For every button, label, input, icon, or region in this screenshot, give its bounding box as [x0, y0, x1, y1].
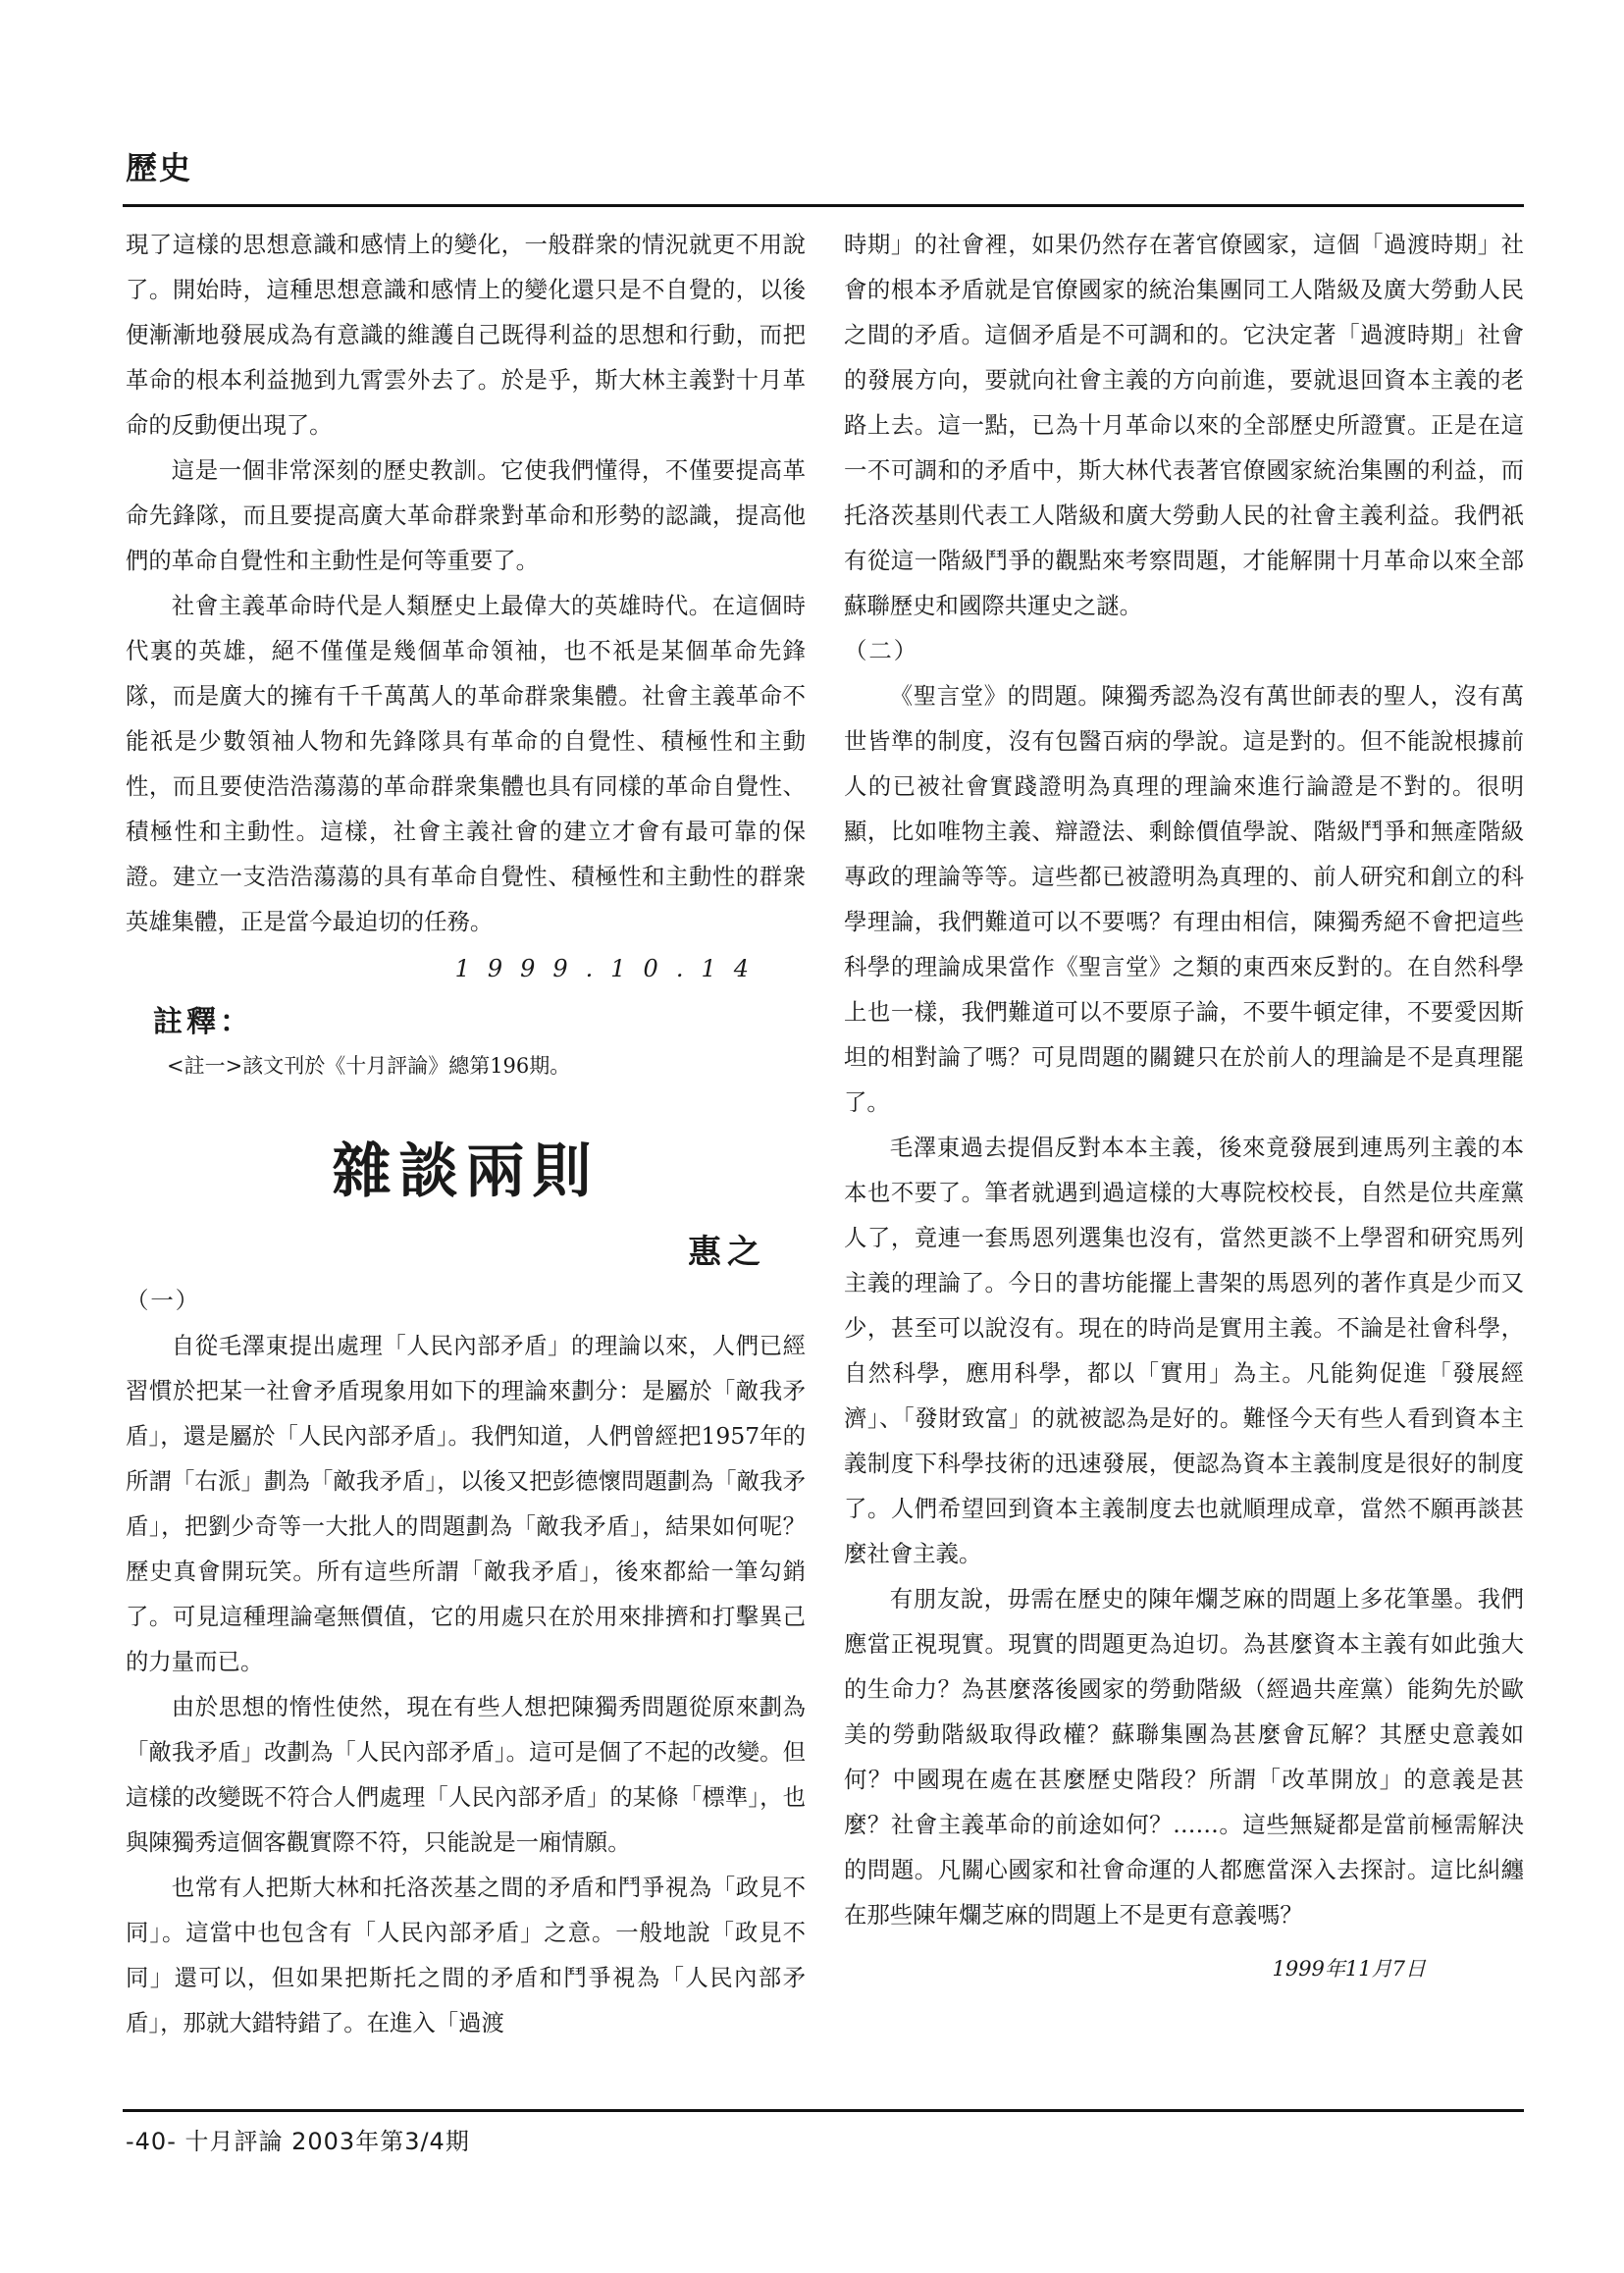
- paragraph: 毛澤東過去提倡反對本本主義，後來竟發展到連馬列主義的本本也不要了。筆者就遇到過這樣的大專院校校長，自然是位共産黨人了，竟連一套馬恩列選集也沒有，當然更談不上學習和研究馬列主義的理論了。今日的書坊能擺上書架的馬恩列的著作真是少而又少，甚至可以說沒有。現在的時尚是實用主義。不論是社會科學，自然科學，應用科學，都以「實用」為主。凡能夠促進「發展經濟」、「發財致富」的就被認為是好的。難怪今天有些人看到資本主義制度下科學技術的迅速發展，便認為資本主義制度是很好的制度了。人們希望回到資本主義制度去也就順理成章，當然不願再談甚麼社會主義。: [844, 1134, 1524, 1567]
- paragraph: 現了這樣的思想意識和感情上的變化，一般群衆的情況就更不用說了。開始時，這種思想意識和感情上的變化還只是不自覺的，以後便漸漸地發展成為有意識的維護自己既得利益的思想和行動，而把革命的根本利益拋到九霄雲外去了。於是乎，斯大林主義對十月革命的反動便出現了。: [126, 231, 806, 439]
- part-heading: （二）: [844, 637, 919, 664]
- second-article-date: 1999年11月7日: [1272, 1957, 1426, 1981]
- bottom-rule: [123, 2109, 1524, 2112]
- left-column: [126, 222, 806, 2096]
- paragraph: 自從毛澤東提出處理「人民內部矛盾」的理論以來，人們已經習慣於把某一社會矛盾現象用如下的理論來劃分：是屬於「敵我矛盾」，還是屬於「人民內部矛盾」。我們知道，人們曾經把1957年的所謂「右派」劃為「敵我矛盾」，以後又把彭德懷問題劃為「敵我矛盾」，把劉少奇等一大批人的問題劃為「敵我矛盾」，結果如何呢？歷史真會開玩笑。所有這些所謂「敵我矛盾」，後來都給一筆勾銷了。可見這種理論毫無價值，它的用處只在於用來排擠和打擊異己的力量而已。: [126, 1332, 806, 1675]
- paragraph-continued: 時期」的社會裡，如果仍然存在著官僚國家，這個「過渡時期」社會的根本矛盾就是官僚國家的統治集團同工人階級及廣大勞動人民之間的矛盾。這個矛盾是不可調和的。它決定著「過渡時期」社會的發展方向，要就向社會主義的方向前進，要就退回資本主義的老路上去。這一點，已為十月革命以來的全部歷史所證實。正是在這一不可調和的矛盾中，斯大林代表著官僚國家統治集團的利益，而托洛茨基則代表工人階級和廣大勞動人民的社會主義利益。我們祇有從這一階級鬥爭的觀點來考察問題，才能解開十月革命以來全部蘇聯歷史和國際共運史之謎。: [844, 231, 1524, 619]
- paragraph: 由於思想的惰性使然，現在有些人想把陳獨秀問題從原來劃為「敵我矛盾」改劃為「人民內部矛盾」。這可是個了不起的改變。但這樣的改變既不符合人們處理「人民內部矛盾」的某條「標準」，也與陳獨秀這個客觀實際不符，只能說是一廂情願。: [126, 1693, 806, 1856]
- part-heading: （一）: [126, 1287, 201, 1314]
- author-name: 惠之: [688, 1233, 766, 1272]
- footnote: <註一>該文刊於《十月評論》總第196期。: [167, 1054, 571, 1078]
- paragraph: 這是一個非常深刻的歷史教訓。它使我們懂得，不僅要提高革命先鋒隊，而且要提高廣大革命群衆對革命和形勢的認識，提高他們的革命自覺性和主動性是何等重要了。: [126, 456, 806, 574]
- top-rule: [123, 204, 1524, 207]
- paragraph: 社會主義革命時代是人類歷史上最偉大的英雄時代。在這個時代裏的英雄，絕不僅僅是幾個革命領袖，也不祇是某個革命先鋒隊，而是廣大的擁有千千萬萬人的革命群衆集體。社會主義革命不能祇是少數領袖人物和先鋒隊具有革命的自覺性、積極性和主動性，而且要使浩浩蕩蕩的革命群衆集體也具有同樣的革命自覺性、積極性和主動性。這樣，社會主義社會的建立才會有最可靠的保證。建立一支浩浩蕩蕩的具有革命自覺性、積極性和主動性的群衆英雄集體，正是當今最迫切的任務。: [126, 592, 806, 935]
- paragraph: 有朋友說，毋需在歷史的陳年爛芝麻的問題上多花筆墨。我們應當正視現實。現實的問題更為迫切。為甚麼資本主義有如此強大的生命力？為甚麼落後國家的勞動階級（經過共産黨）能夠先於歐美的勞動階級取得政權？蘇聯集團為甚麼會瓦解？其歷史意義如何？中國現在處在甚麼歷史階段？所謂「改革開放」的意義是甚麼？社會主義革命的前途如何？……。這些無疑都是當前極需解決的問題。凡關心國家和社會命運的人都應當深入去探討。這比糾纏在那些陳年爛芝麻的問題上不是更有意義嗎？: [844, 1585, 1524, 1929]
- notes-heading: 註釋：: [153, 1005, 253, 1039]
- section-label: 歷史: [126, 149, 193, 186]
- paragraph: 《聖言堂》的問題。陳獨秀認為沒有萬世師表的聖人，沒有萬世皆準的制度，沒有包醫百病的學說。這是對的。但不能說根據前人的已被社會實踐證明為真理的理論來進行論證是不對的。很明顯，比如唯物主義、辯證法、剩餘價值學說、階級鬥爭和無產階級專政的理論等等。這些都已被證明為真理的、前人研究和創立的科學理論，我們難道可以不要嗎？有理由相信，陳獨秀絕不會把這些科學的理論成果當作《聖言堂》之類的東西來反對的。在自然科學上也一樣，我們難道可以不要原子論，不要牛頓定律，不要愛因斯坦的相對論了嗎？可見問題的關鍵只在於前人的理論是不是真理罷了。: [844, 682, 1524, 1116]
- article-title: 雜談兩則: [332, 1137, 600, 1206]
- right-column: [844, 222, 1524, 2096]
- paragraph: 也常有人把斯大林和托洛茨基之間的矛盾和鬥爭視為「政見不同」。這當中也包含有「人民內部矛盾」之意。一般地說「政見不同」還可以，但如果把斯托之間的矛盾和鬥爭視為「人民內部矛盾」，那就大錯特錯了。在進入「過渡: [126, 1874, 806, 2036]
- first-article-date: 1999.10.14: [454, 955, 766, 982]
- page-footer: -40- 十月評論 2003年第3/4期: [126, 2128, 470, 2155]
